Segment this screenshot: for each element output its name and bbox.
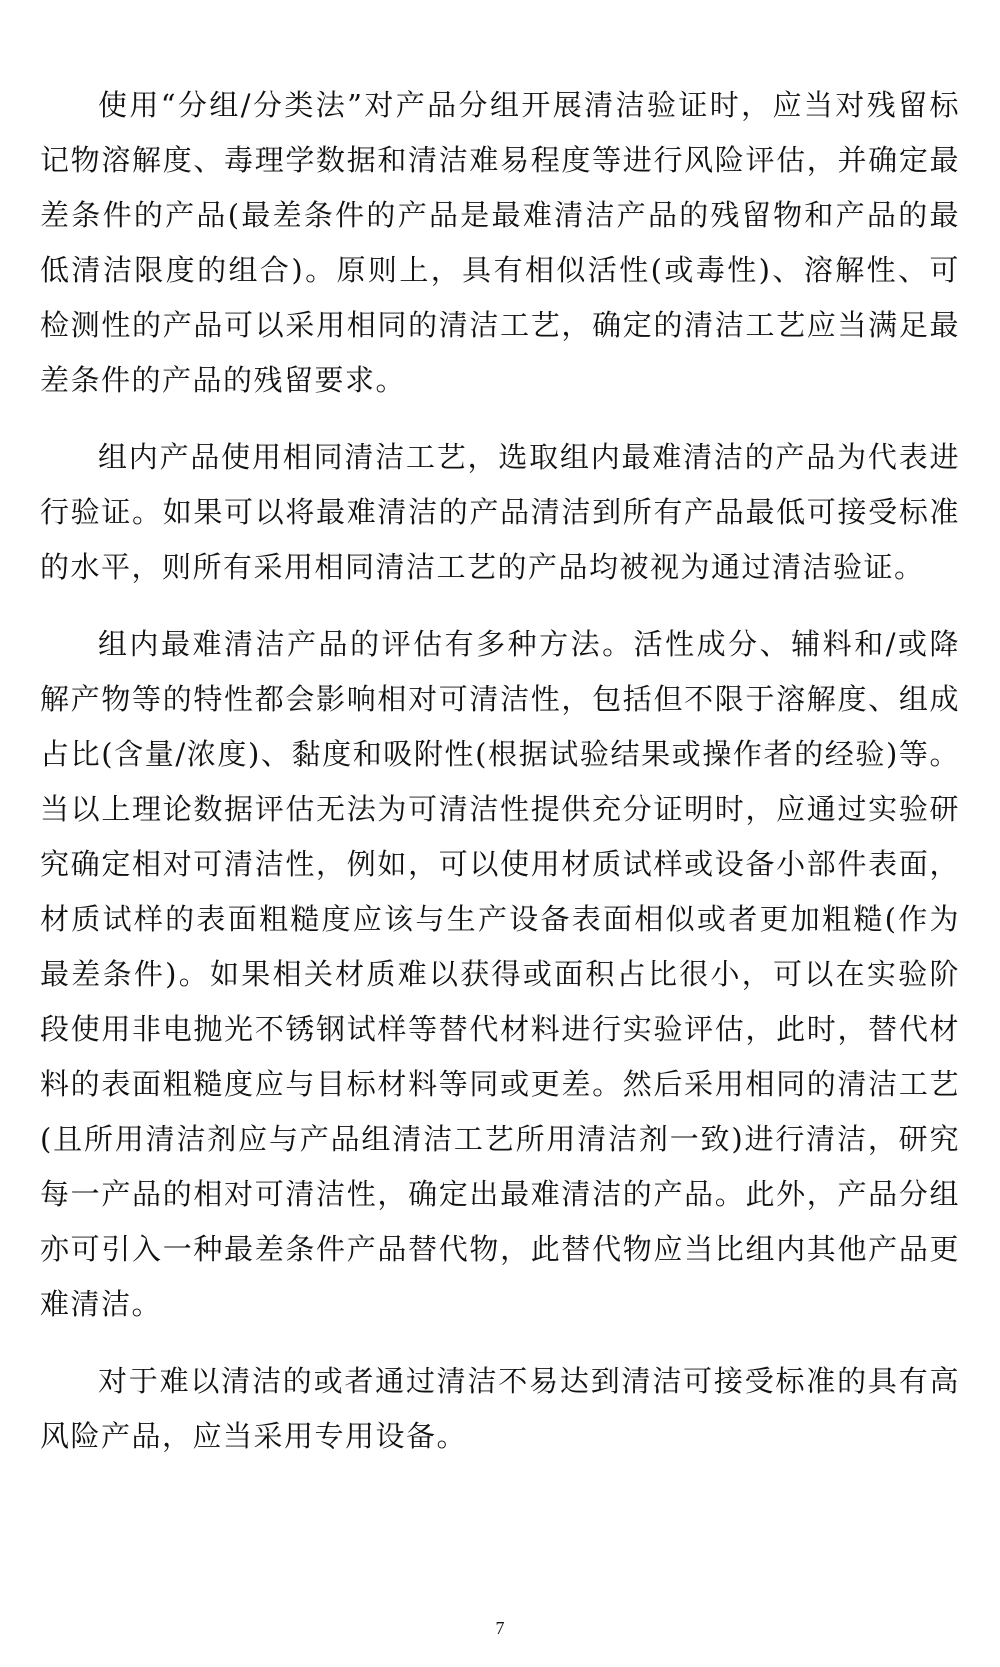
paragraph-hardest-to-clean-assessment: 组内最难清洁产品的评估有多种方法。活性成分、辅料和/或降解产物等的特性都会影响相对可清洁性，包括但不限于溶解度、组成占比(含量/浓度)、黏度和吸附性(根据试验结果或操作者的经验)等。当以上理论数据评估无法为可清洁性提供充分证明时，应通过实验研究确定相对可清洁性，例如，可以使用材质试样或设备小部件表面，材质试样的表面粗糙度应该与生产设备表面相似或者更加粗糙(作为最差条件)。如果相关材质难以获得或面积占比很小，可以在实验阶段使用非电抛光不锈钢试样等替代材料进行实验评估，此时，替代材料的表面粗糙度应与目标材料等同或更差。然后采用相同的清洁工艺(且所用清洁剂应与产品组清洁工艺所用清洁剂一致)进行清洁，研究每一产品的相对可清洁性，确定出最难清洁的产品。此外，产品分组亦可引入一种最差条件产品替代物，此替代物应当比组内其他产品更难清洁。 (40, 627, 960, 1321)
page-number: 7 (495, 1618, 505, 1638)
paragraph-dedicated-equipment: 对于难以清洁的或者通过清洁不易达到清洁可接受标准的具有高风险产品，应当采用专用设备。 (40, 1364, 960, 1453)
paragraph-group-validation: 组内产品使用相同清洁工艺，选取组内最难清洁的产品为代表进行验证。如果可以将最难清洁的产品清洁到所有产品最低可接受标准的水平，则所有采用相同清洁工艺的产品均被视为通过清洁验证。 (40, 440, 960, 584)
document-body (40, 78, 960, 1486)
paragraph-grouping-method: 使用“分组/分类法”对产品分组开展清洁验证时，应当对残留标记物溶解度、毒理学数据和清洁难易程度等进行风险评估，并确定最差条件的产品(最差条件的产品是最难清洁产品的残留物和产品的最低清洁限度的组合)。原则上，具有相似活性(或毒性)、溶解性、可检测性的产品可以采用相同的清洁工艺，确定的清洁工艺应当满足最差条件的产品的残留要求。 (40, 88, 960, 397)
